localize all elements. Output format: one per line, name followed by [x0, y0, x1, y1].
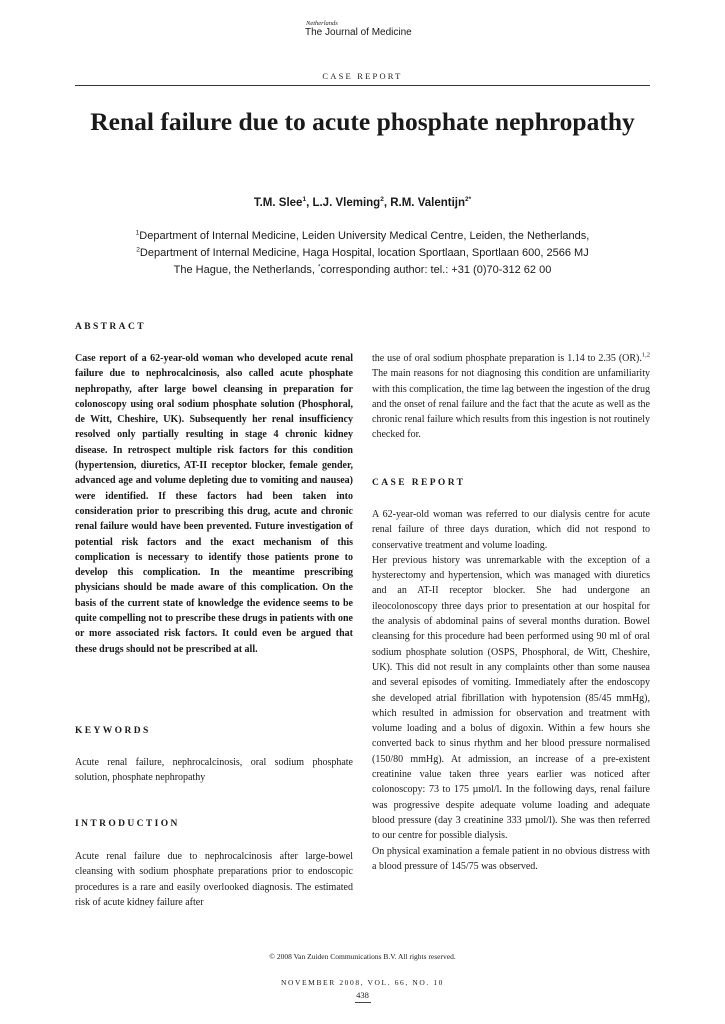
affiliations [95, 228, 630, 279]
keywords-text: Acute renal failure, nephrocalcinosis, oral sodium phosphate solution, phosphate nephropathy [75, 757, 353, 784]
author-affiliation-mark: 2* [464, 196, 472, 204]
journal-name-small: Netherlands [306, 20, 338, 27]
paragraph: On physical examination a female patient in no obvious distress with a blood pressure of 145/75 was observed. [372, 845, 650, 872]
case-report-text [372, 507, 650, 874]
header-rule [75, 85, 650, 86]
section-label: CASE REPORT [322, 71, 403, 81]
introduction-heading: INTRODUCTION [75, 819, 180, 829]
author-name: T.M. Slee [253, 197, 303, 209]
page-number-rule [355, 1002, 371, 1003]
author-affiliation-mark: 1 [302, 196, 307, 204]
abstract-heading: ABSTRACT [75, 322, 146, 332]
page-number: 438 [356, 990, 369, 1000]
affiliation-line: $^1$Department of Internal Medicine, Leiden University Medical Centre, Leiden, the Netherlands, [135, 229, 590, 242]
author-name: L.J. Vleming [312, 197, 381, 209]
author-list: T.M. Slee$^1$, L.J. Vleming$^2$, R.M. Valentijn$^{2*}$ [253, 196, 472, 209]
article-title: Renal failure due to acute phosphate nephropathy [90, 107, 635, 136]
paragraph: A 62-year-old woman was referred to our dialysis centre for acute renal failure of three days duration, which did not respond to conservative treatment and volume loading. [372, 509, 650, 551]
issue-info: NOVEMBER 2008, VOL. 66, NO. 10 [280, 978, 445, 987]
abstract-text: Case report of a 62-year-old woman who developed acute renal failure due to nephrocalcinosis, also called acute phosphate nephropathy, after large bowel cleansing in preparation for colonoscopy using oral sodium phosphate solution (Phosphoral, de Witt, Cheshire, UK). Subsequently her renal insufficiency resolved only partially resulting in stage 4 chronic kidney disease. In retrospect multiple risk factors for this condition (hypertension, diuretics, AT-II receptor blocker, female gender, advanced age and volume depleting due to vomiting and nausea) were identified. If these factors had been taken into consideration prior to prescribing this drug, acute and chronic renal failure would have been prevented. Future investigation of potential risk factors and the exact mechanism of this complication is necessary to identify those patients prone to develop this complication. In the meantime prescribing physicians should be made aware of this complication. On the basis of the current state of knowledge the evidence seems to be quite compelling not to prescribe these drugs in patients with one or more associated risk factors. It could even be argued that these drugs should not be prescribed at all. [75, 353, 353, 655]
author-affiliation-mark: 2 [380, 196, 384, 204]
affiliation-line: $^2$Department of Internal Medicine, Haga Hospital, location Sportlaan, Sportlaan 600, 2566 MJ [136, 246, 589, 259]
introduction-continued: the use of oral sodium phosphate preparation is 1.14 to 2.35 (OR).$^{1,2}$ The main reasons for not diagnosing this condition are unfamiliarity with this complication, the time lag between the ingestion of the drug and the onset of renal failure and the fact that the acute as well as the chronic renal failure which results from this ingestion is not routinely checked for. [372, 351, 650, 441]
paragraph: Her previous history was unremarkable with the exception of a hysterectomy and hypertension, which was managed with diuretics and an AT-II receptor blocker. She had undergone an ileocolonoscopy three days prior to presentation at our hospital for the analysis of abdominal pains of several months duration. Bowel cleansing for this procedure had been performed using 90 ml of oral sodium phosphate solution (OSPS, Phosphoral, de Witt, Cheshire, UK). This did not result in any complaints other than some nausea and several episodes of vomiting. Immediately after the endoscopy she developed atrial fibrillation with hypotension (85/45 mmHg), which resulted in admission for observation and treatment with volume loading and a bolus of digoxin. Within a few hours she converted back to sinus rhythm and her blood pressure normalised (150/80 mmHg). At admission, an increase of a pre-existent creatinine value taken three years earlier was noticed after colonoscopy: 73 to 175 µmol/l. In the following days, renal failure was progressive despite adequate volume loading and adequate blood pressure (day 3 creatinine 333 µmol/l). She was then referred to our centre for possible dialysis. [372, 554, 650, 842]
affiliation-line: The Hague, the Netherlands, *corresponding author: tel.: +31 (0)70-312 62 00 [173, 263, 552, 276]
reference-mark: 1,2 [641, 351, 650, 359]
journal-logo [305, 20, 435, 38]
copyright-notice: © 2008 Van Zuiden Communications B.V. All rights reserved. [269, 952, 456, 961]
author-name: R.M. Valentijn [390, 197, 465, 209]
keywords-heading: KEYWORDS [75, 726, 151, 736]
journal-name: The Journal of Medicine [305, 27, 412, 38]
introduction-text: Acute renal failure due to nephrocalcinosis after large-bowel cleansing with sodium phosphate preparations prior to endoscopic procedures is a rare and easily overlooked diagnosis. The estimated risk of acute kidney failure after [75, 851, 353, 908]
case-report-heading: CASE REPORT [372, 478, 466, 488]
